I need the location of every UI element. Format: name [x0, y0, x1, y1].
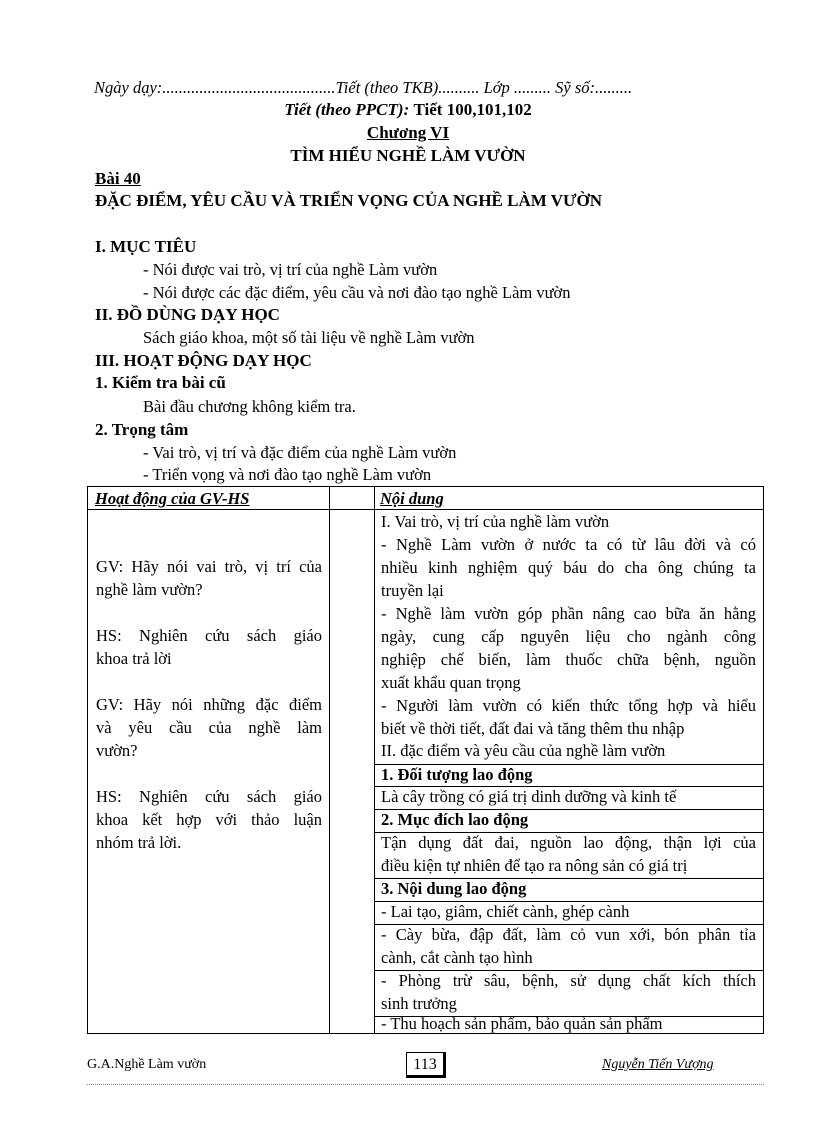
header-row-divider	[88, 509, 763, 510]
lesson-number: Bài 40	[95, 169, 141, 188]
content-line: - Người làm vườn có kiến thức tổng hợp và hiểu	[381, 696, 756, 715]
objective-item: - Nói được vai trò, vị trí của nghề Làm vườn	[143, 260, 438, 279]
materials-text: Sách giáo khoa, một số tài liệu về nghề Làm vườn	[143, 328, 475, 347]
content-line: - Thu hoạch sản phẩm, bảo quản sản phẩm	[381, 1014, 663, 1033]
content-line: Tận dụng đất đai, nguồn lao động, thận lợi của	[381, 833, 756, 852]
activity-line: và yêu cầu của nghề làm	[96, 718, 322, 737]
section-materials-title: II. ĐỒ DÙNG DẠY HỌC	[95, 305, 280, 324]
activity-line: GV: Hãy nói vai trò, vị trí của	[96, 557, 322, 576]
chapter-number: Chương VI	[366, 123, 450, 142]
focus-item: - Vai trò, vị trí và đặc điểm của nghề Làm vườn	[143, 443, 457, 462]
period-line	[0, 100, 816, 120]
activity-line: GV: Hãy nói những đặc điểm	[96, 695, 322, 714]
content-line: cành, cắt cành tạo hình	[381, 948, 533, 967]
section-objectives-title: I. MỤC TIÊU	[95, 237, 197, 256]
activity-table	[87, 486, 764, 1034]
lesson-title: ĐẶC ĐIỂM, YÊU CẦU VÀ TRIỂN VỌNG CỦA NGHỀ LÀM VƯỜN	[95, 191, 603, 210]
activity-line: HS: Nghiên cứu sách giáo	[96, 626, 322, 645]
content-line: II. đặc điểm và yêu cầu của nghề làm vườn	[381, 741, 666, 760]
content-line: - Cày bừa, đập đất, làm cỏ vun xới, bón phân tỉa	[381, 925, 756, 944]
content-line: - Lai tạo, giâm, chiết cành, ghép cành	[381, 902, 630, 921]
review-text: Bài đầu chương không kiểm tra.	[143, 397, 356, 416]
content-line: - Phòng trừ sâu, bệnh, sử dụng chất kích thích	[381, 971, 756, 990]
subsection-review-title: 1. Kiểm tra bài cũ	[95, 373, 226, 392]
footer-course-name: G.A.Nghề Làm vườn	[87, 1057, 207, 1072]
period-value: Tiết 100,101,102	[413, 100, 532, 119]
column-divider	[329, 487, 330, 1033]
chapter-title: TÌM HIỂU NGHỀ LÀM VƯỜN	[290, 146, 526, 165]
content-line: ngày, cung cấp nguyên liệu cho ngành công	[381, 627, 756, 646]
content-line: nghiệp chế biến, làm thuốc chữa bệnh, nguồn	[381, 650, 756, 669]
content-line: I. Vai trò, vị trí của nghề làm vườn	[381, 512, 610, 531]
content-line: điều kiện tự nhiên để tạo ra nông sản có giá trị	[381, 856, 688, 875]
objective-item: - Nói được các đặc điểm, yêu cầu và nơi đào tạo nghề Làm vườn	[143, 283, 571, 302]
content-line: biết về thời tiết, đất đai và tăng thêm thu nhập	[381, 719, 685, 738]
activity-line: khoa trả lời	[96, 649, 172, 668]
col-content-header: Nội dung	[380, 489, 444, 508]
content-line: xuất khẩu quan trọng	[381, 673, 521, 692]
subsection-focus-title: 2. Trọng tâm	[95, 420, 189, 439]
content-line: sinh trưởng	[381, 994, 457, 1013]
section-activities-title: III. HOẠT ĐỘNG DẠY HỌC	[95, 351, 312, 370]
activity-line: vườn?	[96, 741, 138, 760]
focus-item: - Triển vọng và nơi đào tạo nghề Làm vườn	[143, 465, 432, 484]
activity-line: nhóm trả lời.	[96, 833, 182, 852]
footer-author: Nguyễn Tiến Vượng	[602, 1057, 714, 1072]
activity-line: khoa kết hợp với thảo luận	[96, 810, 322, 829]
page-number: 113	[406, 1052, 446, 1078]
content-subheading: 1. Đối tượng lao động	[381, 765, 533, 784]
content-line: - Nghề làm vườn góp phần nâng cao bữa ăn hằng	[381, 604, 756, 623]
col-activity-header: Hoạt động của GV-HS	[95, 489, 250, 508]
activity-line: HS: Nghiên cứu sách giáo	[96, 787, 322, 806]
period-label: Tiết (theo PPCT):	[284, 100, 410, 119]
activity-line: nghề làm vườn?	[96, 580, 203, 599]
footer-rule	[87, 1084, 764, 1085]
content-line: nhiều kinh nghiệm quý báu do cha ông chúng ta	[381, 558, 756, 577]
content-line: - Nghề Làm vườn ở nước ta có từ lâu đời và có	[381, 535, 756, 554]
content-line: truyền lại	[381, 581, 444, 600]
column-divider	[374, 487, 375, 1033]
content-subheading: 2. Mục đích lao động	[381, 810, 529, 829]
content-line: Là cây trồng có giá trị dinh dưỡng và kinh tế	[381, 787, 677, 806]
date-line: Ngày dạy:..........................................Tiết (theo TKB).......... Lớp ......... Sỹ số:.........	[94, 78, 633, 97]
content-subheading: 3. Nội dung lao động	[381, 879, 527, 898]
